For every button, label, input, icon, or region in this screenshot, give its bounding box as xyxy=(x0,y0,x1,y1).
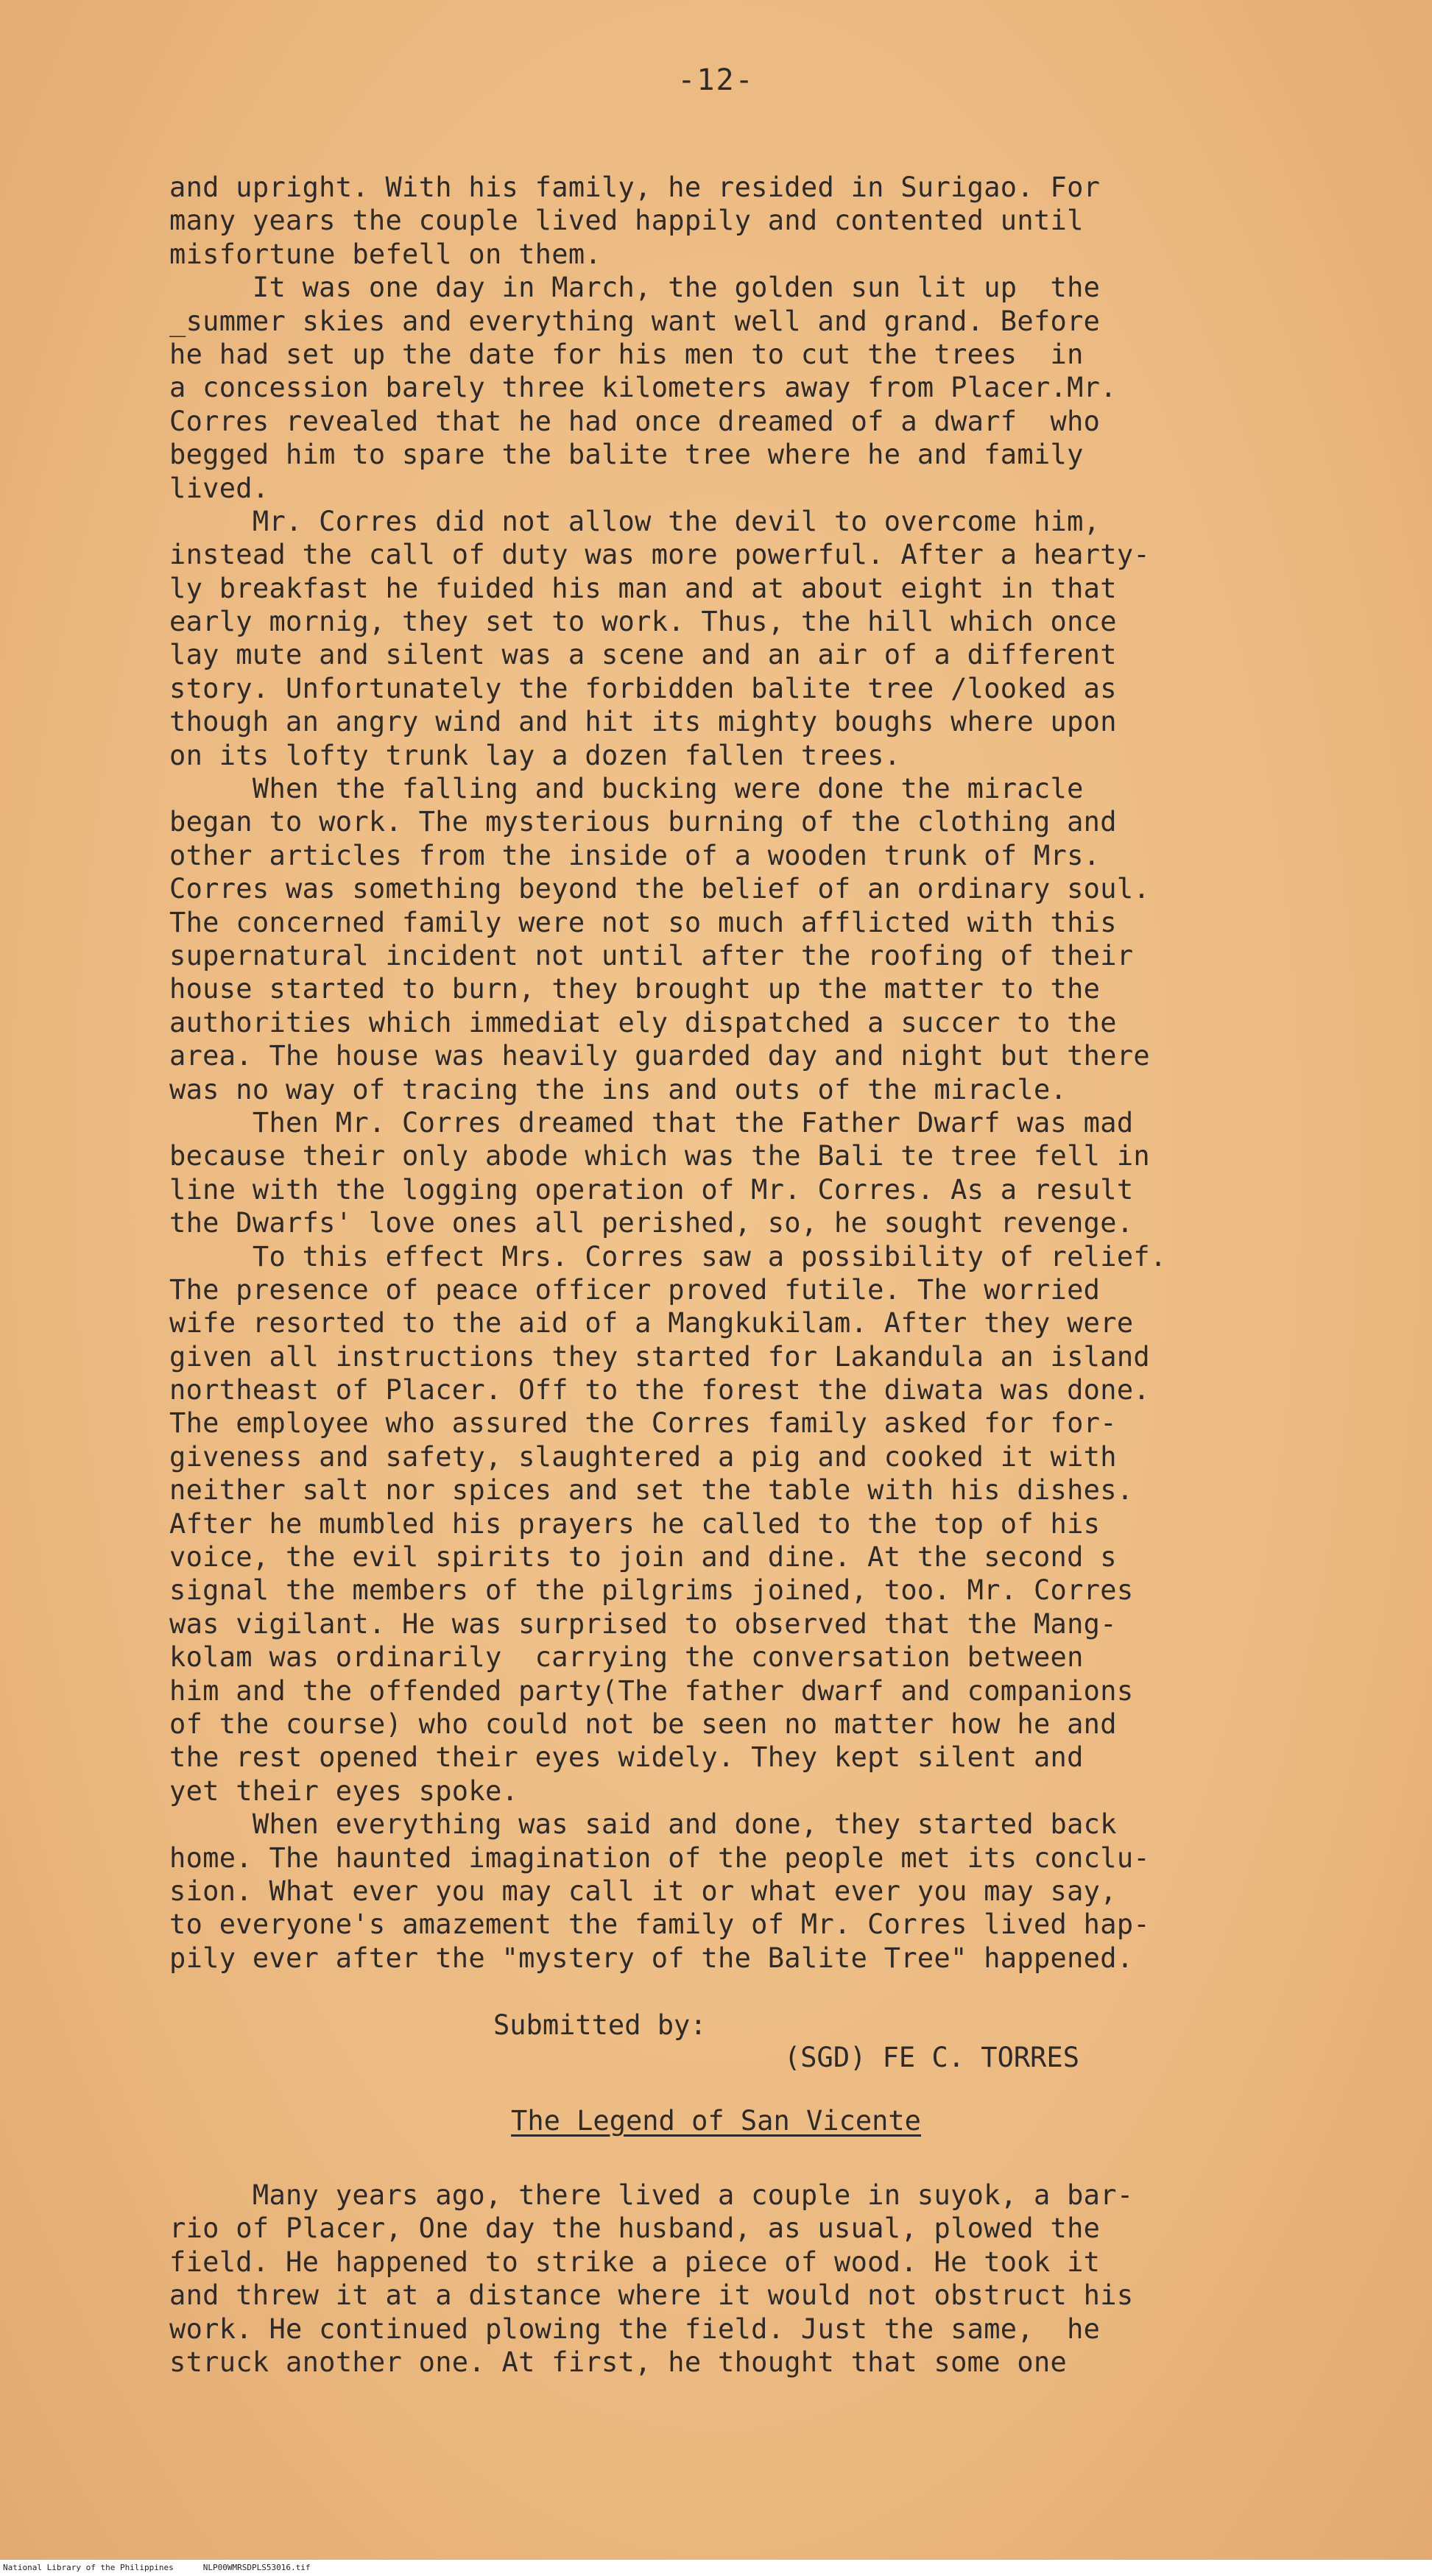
text-line: the rest opened their eyes widely. They kept silent and xyxy=(169,1741,1084,1774)
text-line: given all instructions they started for Lakandula an island xyxy=(169,1340,1150,1373)
text-line: sion. What ever you may call it or what ever you may say, xyxy=(169,1875,1117,1907)
text-line: yet their eyes spoke. xyxy=(169,1774,519,1807)
text-line: neither salt nor spices and set the table with his dishes. xyxy=(169,1474,1134,1507)
text-line: When everything was said and done, they started back xyxy=(169,1808,1117,1841)
submitted-by-label: Submitted by: xyxy=(493,2009,707,2041)
text-line: was no way of tracing the ins and outs of the miracle. xyxy=(169,1073,1068,1105)
story-balite-tree-text xyxy=(169,171,1362,1975)
text-line: ly breakfast he fuided his man and at about eight in that xyxy=(169,572,1117,604)
text-line: Mr. Corres did not allow the devil to overcome him, xyxy=(169,505,1101,537)
text-line: line with the logging operation of Mr. Corres. As a result xyxy=(169,1173,1134,1206)
text-line: kolam was ordinarily carrying the conversation between xyxy=(169,1641,1084,1674)
text-line: authorities which immediat ely dispatched a succer to the xyxy=(169,1006,1117,1038)
text-line: rio of Placer, One day the husband, as usual, plowed the xyxy=(169,2212,1101,2245)
text-line: It was one day in March, the golden sun lit up the xyxy=(169,272,1101,304)
text-line: house started to burn, they brought up the matter to the xyxy=(169,973,1101,1005)
text-line: other articles from the inside of a wooden trunk of Mrs. xyxy=(169,839,1101,871)
text-line: a concession barely three kilometers away from Placer.Mr. xyxy=(169,372,1117,404)
text-line: he had set up the date for his men to cut the trees in xyxy=(169,338,1084,370)
text-line: to everyone's amazement the family of Mr. Corres lived hap- xyxy=(169,1908,1150,1941)
scan-footer xyxy=(0,2560,1432,2576)
story-title-san-vicente: The Legend of San Vicente xyxy=(511,2105,921,2137)
footer-filename: NLP00WMRSDPLS53016.tif xyxy=(202,2563,311,2572)
text-line: The concerned family were not so much afflicted with this xyxy=(169,906,1117,938)
story-san-vicente-text xyxy=(169,2179,1362,2379)
text-line: giveness and safety, slaughtered a pig and cooked it with xyxy=(169,1440,1117,1473)
text-line: Many years ago, there lived a couple in suyok, a bar- xyxy=(169,2179,1134,2211)
text-line: lived. xyxy=(169,472,269,504)
submitted-by-name: (SGD) FE C. TORRES xyxy=(784,2042,1079,2073)
text-line: him and the offended party(The father dwarf and companions xyxy=(169,1674,1134,1707)
text-line: After he mumbled his prayers he called to the top of his xyxy=(169,1507,1101,1540)
page-number: -12- xyxy=(677,63,755,97)
text-line: voice, the evil spirits to join and dine. At the second s xyxy=(169,1541,1117,1574)
text-line: and upright. With his family, he resided in Surigao. For xyxy=(169,171,1101,203)
text-line: signal the members of the pilgrims joined, too. Mr. Corres xyxy=(169,1574,1134,1607)
text-line: though an angry wind and hit its mighty boughs where upon xyxy=(169,706,1117,738)
text-line: When the falling and bucking were done the miracle xyxy=(169,773,1084,805)
text-line: Then Mr. Corres dreamed that the Father Dwarf was mad xyxy=(169,1106,1134,1139)
text-line: misfortune befell on them. xyxy=(169,238,602,270)
text-line: early mornig, they set to work. Thus, the hill which once xyxy=(169,606,1117,638)
text-line: The employee who assured the Corres family asked for for- xyxy=(169,1407,1117,1440)
text-line: wife resorted to the aid of a Mangkukilam. After they were xyxy=(169,1307,1134,1340)
text-line: northeast of Placer. Off to the forest the diwata was done. xyxy=(169,1374,1150,1406)
text-line: and threw it at a distance where it would not obstruct his xyxy=(169,2279,1134,2312)
text-line: field. He happened to strike a piece of wood. He took it xyxy=(169,2246,1101,2278)
text-line: lay mute and silent was a scene and an air of a different xyxy=(169,639,1117,671)
text-line: instead the call of duty was more powerful. After a hearty- xyxy=(169,539,1150,571)
text-line: supernatural incident not until after the roofing of their xyxy=(169,939,1134,972)
text-line: on its lofty trunk lay a dozen fallen trees. xyxy=(169,739,901,771)
text-line: struck another one. At first, he thought that some one xyxy=(169,2346,1068,2378)
text-line: was vigilant. He was surprised to observed that the Mang- xyxy=(169,1607,1117,1640)
text-line: home. The haunted imagination of the people met its conclu- xyxy=(169,1841,1150,1874)
text-line: To this effect Mrs. Corres saw a possibility of relief. xyxy=(169,1240,1167,1273)
footer-institution: National Library of the Philippines xyxy=(3,2563,174,2572)
text-line: begged him to spare the balite tree where he and family xyxy=(169,439,1084,471)
text-line: Corres was something beyond the belief of an ordinary soul. xyxy=(169,873,1150,905)
text-line: Corres revealed that he had once dreamed of a dwarf who xyxy=(169,405,1101,437)
text-line: story. Unfortunately the forbidden balite tree /looked as xyxy=(169,672,1117,704)
text-line: of the course) who could not be seen no matter how he and xyxy=(169,1708,1117,1740)
text-line: work. He continued plowing the field. Just the same, he xyxy=(169,2313,1101,2345)
text-line: area. The house was heavily guarded day and night but there xyxy=(169,1040,1150,1072)
text-line: began to work. The mysterious burning of the clothing and xyxy=(169,806,1117,838)
text-line: The presence of peace officer proved futile. The worried xyxy=(169,1273,1101,1306)
text-line: _summer skies and everything want well and grand. Before xyxy=(169,305,1101,337)
text-line: because their only abode which was the Bali te tree fell in xyxy=(169,1140,1150,1172)
text-line: the Dwarfs' love ones all perished, so, he sought revenge. xyxy=(169,1207,1134,1239)
text-line: pily ever after the "mystery of the Balite Tree" happened. xyxy=(169,1942,1134,1974)
text-line: many years the couple lived happily and contented until xyxy=(169,205,1084,237)
